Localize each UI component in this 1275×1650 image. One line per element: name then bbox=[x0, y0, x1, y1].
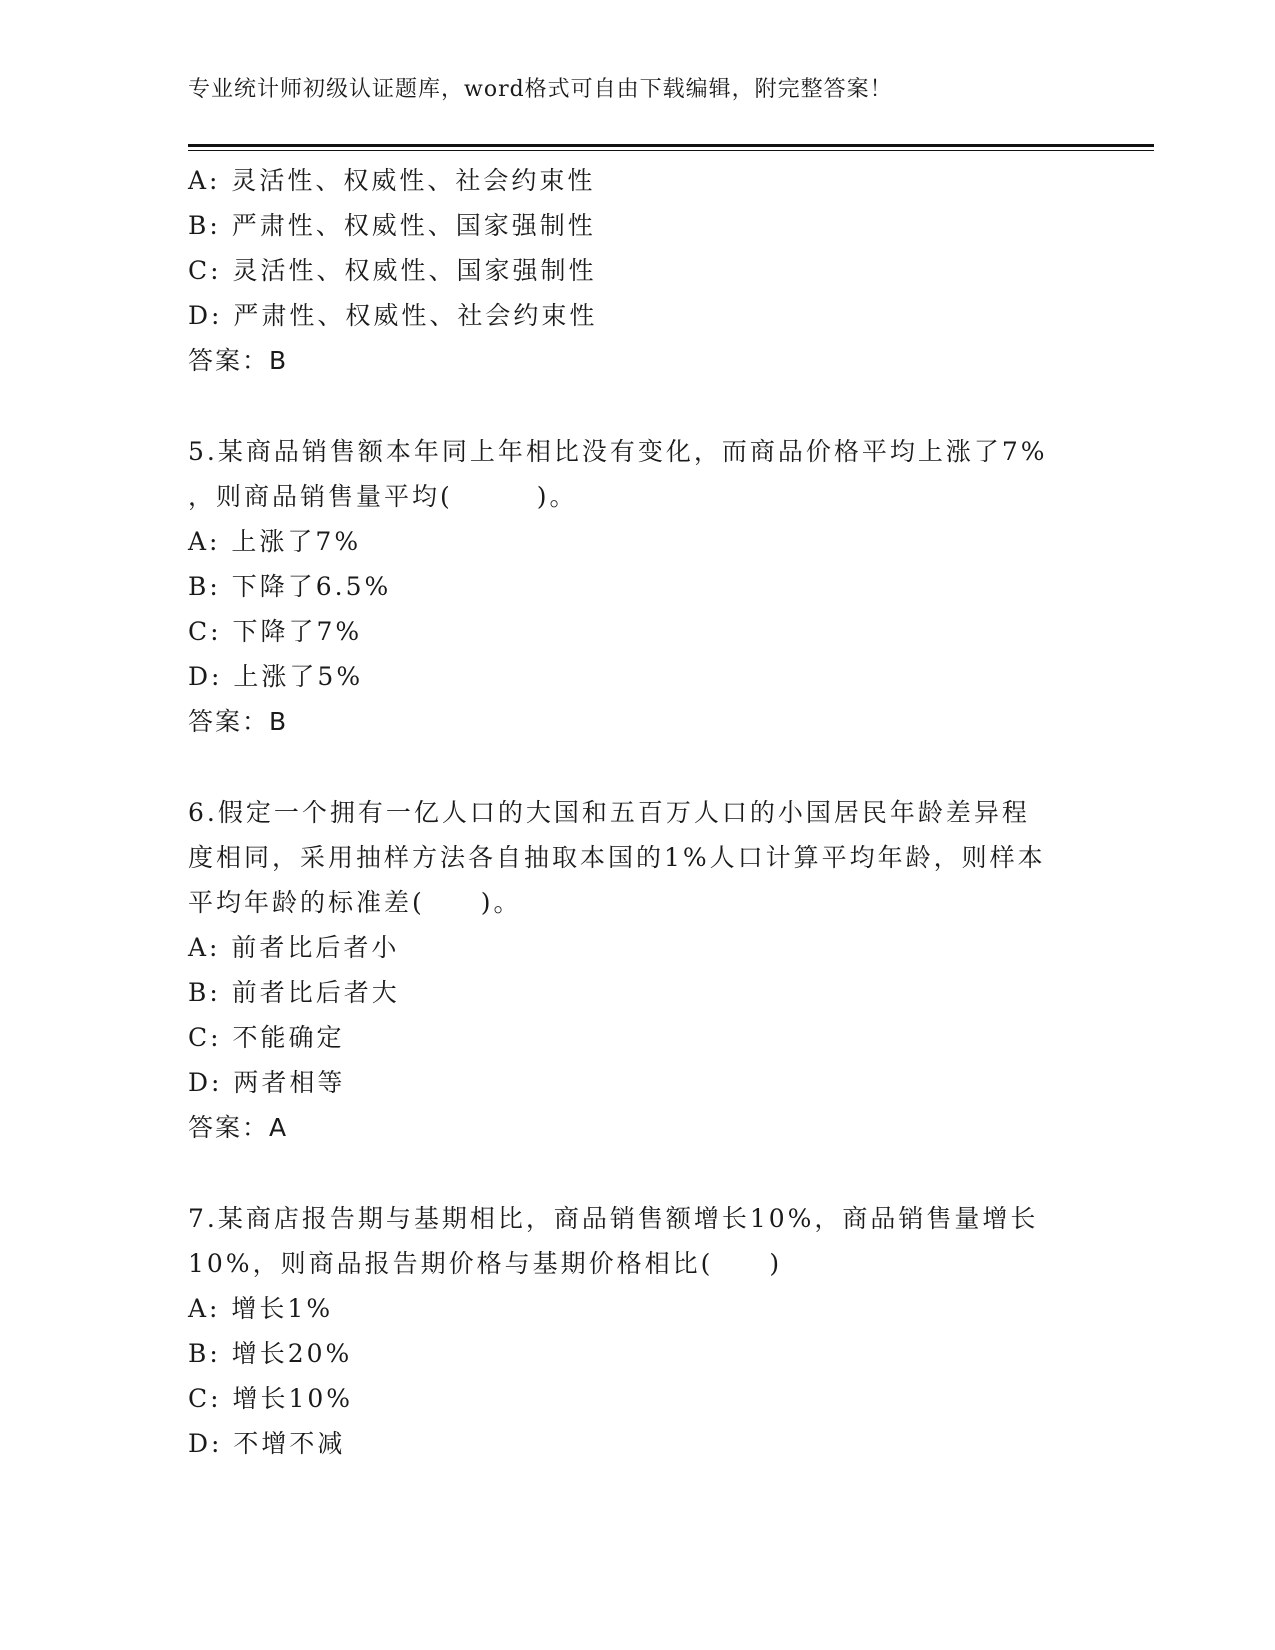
spacer bbox=[188, 383, 1088, 429]
option-c: C: 灵活性、权威性、国家强制性 bbox=[188, 256, 597, 285]
option-c: C: 增长10% bbox=[188, 1384, 354, 1413]
question-stem: 7.某商店报告期与基期相比，商品销售额增长10%，商品销售量增长 bbox=[188, 1204, 1039, 1233]
header-rule-thin bbox=[188, 150, 1154, 151]
question-stem: 6.假定一个拥有一亿人口的大国和五百万人口的小国居民年龄差异程 bbox=[188, 798, 1030, 827]
option-b: B: 下降了6.5% bbox=[188, 572, 392, 601]
question-stem: 平均年龄的标准差( )。 bbox=[188, 888, 522, 917]
option-c: C: 不能确定 bbox=[188, 1023, 345, 1052]
option-a: A: 上涨了7% bbox=[188, 527, 362, 556]
question-4 bbox=[188, 158, 1088, 383]
question-5 bbox=[188, 429, 1088, 744]
question-7 bbox=[188, 1196, 1088, 1466]
header-rule-thick bbox=[188, 144, 1154, 147]
option-d: D: 上涨了5% bbox=[188, 662, 364, 691]
option-a: A: 灵活性、权威性、社会约束性 bbox=[188, 166, 596, 195]
answer: 答案：A bbox=[188, 1113, 289, 1142]
spacer bbox=[188, 744, 1088, 790]
answer: 答案：B bbox=[188, 707, 289, 736]
option-b: B: 严肃性、权威性、国家强制性 bbox=[188, 211, 596, 240]
option-b: B: 前者比后者大 bbox=[188, 978, 400, 1007]
question-stem: 5.某商品销售额本年同上年相比没有变化，而商品价格平均上涨了7% bbox=[188, 437, 1048, 466]
question-stem: ，则商品销售量平均( )。 bbox=[188, 482, 578, 511]
page-header: 专业统计师初级认证题库，word格式可自由下载编辑，附完整答案！ bbox=[188, 77, 893, 102]
answer: 答案：B bbox=[188, 346, 289, 375]
option-d: D: 严肃性、权威性、社会约束性 bbox=[188, 301, 598, 330]
option-d: D: 不增不减 bbox=[188, 1429, 346, 1458]
question-stem: 度相同，采用抽样方法各自抽取本国的1%人口计算平均年龄，则样本 bbox=[188, 843, 1046, 872]
option-a: A: 增长1% bbox=[188, 1294, 334, 1323]
option-d: D: 两者相等 bbox=[188, 1068, 346, 1097]
option-a: A: 前者比后者小 bbox=[188, 933, 400, 962]
option-c: C: 下降了7% bbox=[188, 617, 363, 646]
question-stem: 10%，则商品报告期价格与基期价格相比( ) bbox=[188, 1249, 783, 1278]
question-6 bbox=[188, 790, 1088, 1150]
spacer bbox=[188, 1150, 1088, 1196]
option-b: B: 增长20% bbox=[188, 1339, 353, 1368]
question-content bbox=[188, 158, 1088, 1466]
